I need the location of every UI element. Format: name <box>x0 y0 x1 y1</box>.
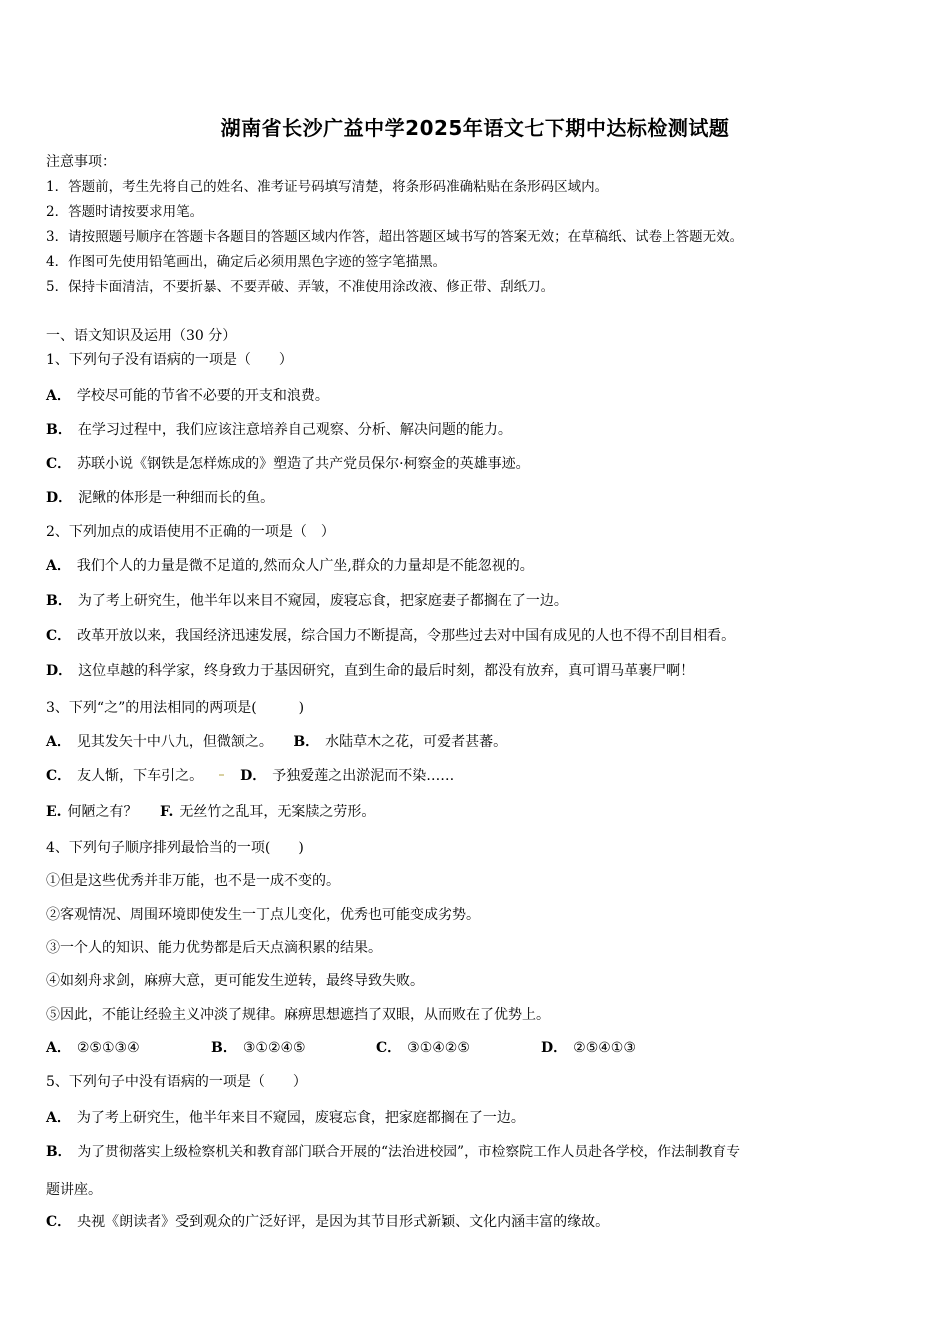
option-text: 我们个人的力量是微不足道的,然而众人广坐,群众的力量却是不能忽视的。 <box>76 558 534 574</box>
option-label: A． <box>46 558 71 574</box>
option-text: 在学习过程中，我们应该注意培养自己观察、分析、解决问题的能力。 <box>77 422 512 438</box>
option-label: B． <box>46 1144 72 1160</box>
q3-row-1 <box>46 733 507 751</box>
q3-row-3 <box>46 803 375 821</box>
option-label: C． <box>46 1214 72 1230</box>
q1-option-d <box>46 489 274 507</box>
question-2-stem: 2、下列加点的成语使用不正确的一项是（ ） <box>46 524 335 540</box>
option-label: A． <box>46 1110 71 1126</box>
q4-option-a <box>46 1039 211 1057</box>
option-text: 无丝竹之乱耳，无案牍之劳形。 <box>179 804 376 820</box>
option-label: C． <box>46 456 72 472</box>
page-title: 湖南省长沙广益中学2025年语文七下期中达标检测试题 <box>220 116 730 140</box>
q4-options-row <box>46 1039 636 1057</box>
q5-option-a <box>46 1109 525 1127</box>
option-text: 水陆草木之花，可爱者甚蕃。 <box>325 734 508 750</box>
q4-option-b <box>211 1039 376 1057</box>
option-label: B． <box>46 422 72 438</box>
option-label: E. <box>46 804 62 820</box>
option-text: 这位卓越的科学家，终身致力于基因研究，直到生命的最后时刻，都没有放弃，真可谓马革裹尸啊！ <box>78 663 695 679</box>
option-text: 苏联小说《钢铁是怎样炼成的》塑造了共产党员保尔·柯察金的英雄事迹。 <box>77 456 530 472</box>
option-text: ②⑤④①③ <box>573 1040 636 1056</box>
option-text: 央视《朗读者》受到观众的广泛好评，是因为其节目形式新颖、文化内涵丰富的缘故。 <box>77 1214 610 1230</box>
q4-sentence: ③一个人的知识、能力优势都是后天点滴积累的结果。 <box>46 940 382 956</box>
question-1-stem: 1、下列句子没有语病的一项是（ ） <box>46 352 293 368</box>
q1-option-a <box>46 387 329 405</box>
q4-option-d <box>541 1039 636 1057</box>
notice-item-5: 5．保持卡面清洁，不要折暴、不要弄破、弄皱，不准使用涂改液、修正带、刮纸刀。 <box>46 279 555 295</box>
option-label: C． <box>46 768 72 784</box>
option-label: D． <box>46 490 73 506</box>
q2-option-b <box>46 592 568 610</box>
q2-option-a <box>46 557 534 575</box>
q4-sentence: ⑤因此，不能让经验主义冲淡了规律。麻痹思想遮挡了双眼，从而败在了优势上。 <box>46 1007 550 1023</box>
option-label: D． <box>46 663 73 679</box>
option-label: A． <box>46 1040 71 1056</box>
option-label: D． <box>541 1040 568 1056</box>
option-text: 泥鳅的体形是一种细而长的鱼。 <box>78 490 275 506</box>
option-label: B． <box>293 734 320 750</box>
q5-option-b <box>46 1143 740 1161</box>
q3-option-b <box>293 733 507 751</box>
option-label: A． <box>46 734 71 750</box>
question-3-stem: 3、下列“之”的用法相同的两项是( ) <box>46 700 305 716</box>
section-heading: 一、语文知识及运用（30 分） <box>46 328 237 344</box>
option-text: ②⑤①③④ <box>76 1040 140 1056</box>
stray-mark <box>219 774 224 776</box>
option-text: 见其发矢十中八九，但微颔之。 <box>76 734 273 750</box>
q3-option-d <box>240 767 454 785</box>
option-text: 为了考上研究生，他半年以来目不窥园，废寝忘食，把家庭妻子都搁在了一边。 <box>77 593 568 609</box>
notice-item-2: 2．答题时请按要求用笔。 <box>46 204 204 220</box>
option-label: B． <box>211 1040 237 1056</box>
q2-option-c <box>46 627 735 645</box>
question-4-stem: 4、下列句子顺序排列最恰当的一项( ) <box>46 840 304 856</box>
option-text: 友人惭，下车引之。 <box>77 768 204 784</box>
option-label: B． <box>46 593 72 609</box>
q3-row-2 <box>46 767 454 785</box>
option-text: 何陋之有？ <box>67 804 138 820</box>
q5-option-b-continued: 题讲座。 <box>46 1182 102 1198</box>
q5-option-c <box>46 1213 609 1231</box>
q3-option-a <box>46 733 273 751</box>
q1-option-c <box>46 455 530 473</box>
option-text: ③①②④⑤ <box>242 1040 306 1056</box>
option-label: D． <box>240 768 267 784</box>
q3-option-e <box>46 803 138 821</box>
option-label: C． <box>376 1040 402 1056</box>
notice-item-4: 4．作图可先使用铅笔画出，确定后必须用黑色字迹的签字笔描黑。 <box>46 254 447 270</box>
notice-item-1: 1．答题前，考生先将自己的姓名、准考证号码填写清楚，将条形码准确粘贴在条形码区域内。 <box>46 179 609 195</box>
q4-option-c <box>376 1039 541 1057</box>
option-text: 改革开放以来，我国经济迅速发展，综合国力不断提高，令那些过去对中国有成见的人也不得不刮目相看。 <box>77 628 736 644</box>
option-text: 为了考上研究生，他半年来目不窥园，废寝忘食，把家庭都搁在了一边。 <box>76 1110 525 1126</box>
option-text: 为了贯彻落实上级检察机关和教育部门联合开展的“法治进校园”，市检察院工作人员赴各学校，作法制教育专 <box>77 1144 741 1160</box>
q4-sentence: ①但是这些优秀并非万能，也不是一成不变的。 <box>46 873 340 889</box>
notice-item-3: 3．请按照题号顺序在答题卡各题目的答题区域内作答，超出答题区域书写的答案无效；在草稿纸、试卷上答题无效。 <box>46 229 744 245</box>
option-text: 予独爱莲之出淤泥而不染…… <box>272 768 455 784</box>
q1-option-b <box>46 421 512 439</box>
q2-option-d <box>46 662 694 680</box>
option-label: C． <box>46 628 72 644</box>
option-label: A． <box>46 388 71 404</box>
q3-option-f <box>160 803 375 821</box>
option-label: F. <box>160 804 174 820</box>
option-text: ③①④②⑤ <box>407 1040 470 1056</box>
q4-sentence: ④如刻舟求剑，麻痹大意，更可能发生逆转，最终导致失败。 <box>46 973 424 989</box>
option-text: 学校尽可能的节省不必要的开支和浪费。 <box>76 388 329 404</box>
q4-sentence: ②客观情况、周围环境即使发生一丁点儿变化，优秀也可能变成劣势。 <box>46 907 480 923</box>
notice-heading: 注意事项： <box>46 154 116 170</box>
question-5-stem: 5、下列句子中没有语病的一项是（ ） <box>46 1074 307 1090</box>
q3-option-c <box>46 767 203 785</box>
